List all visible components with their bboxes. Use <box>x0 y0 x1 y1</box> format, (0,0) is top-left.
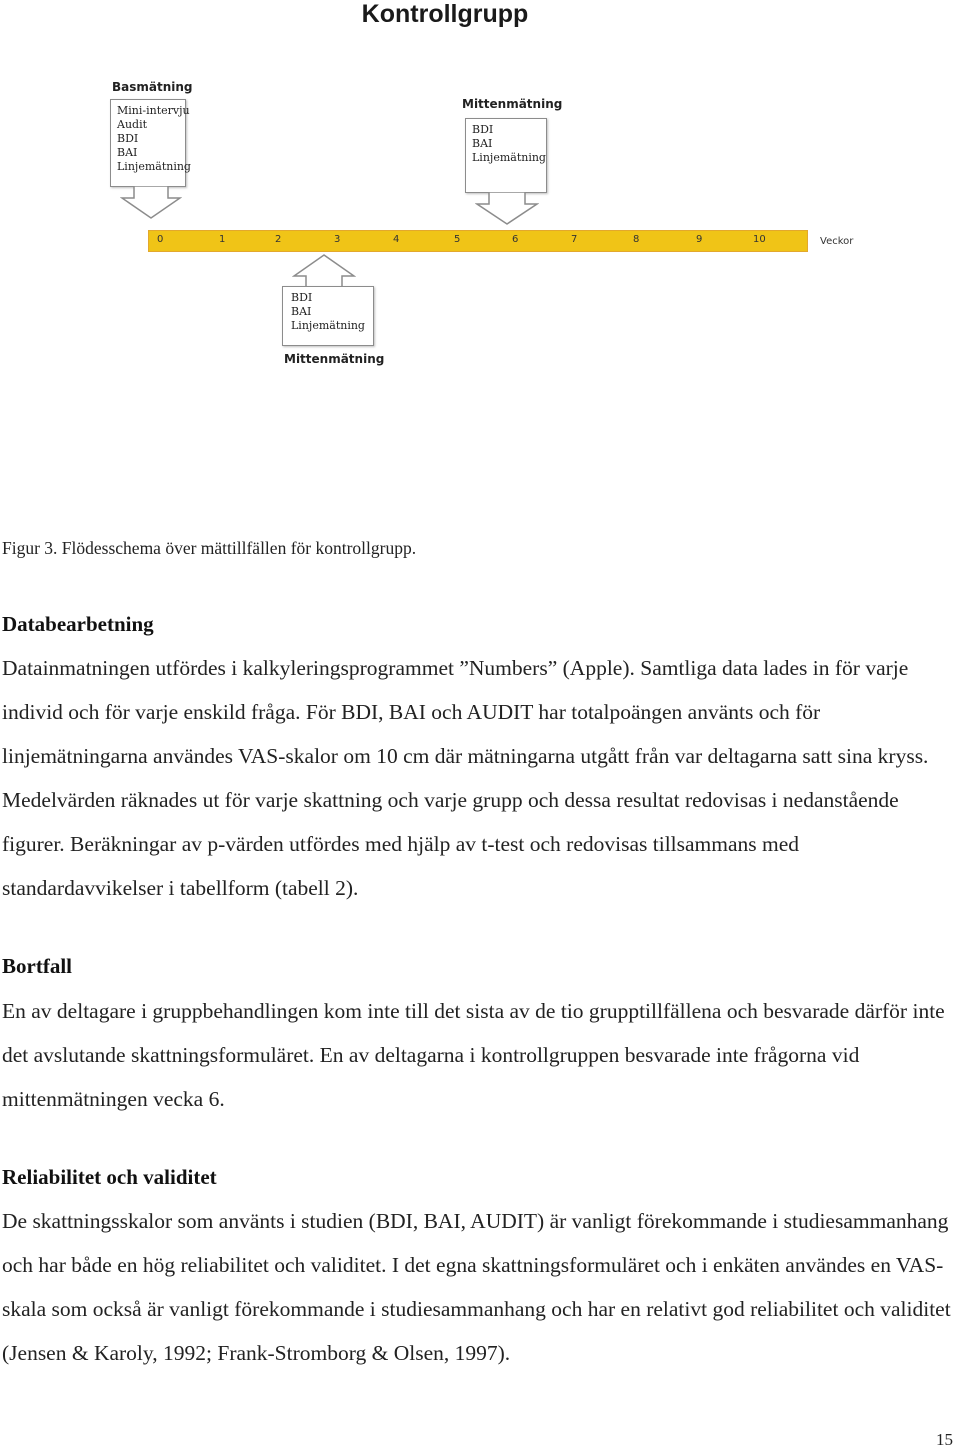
timeline-unit-label: Veckor <box>820 236 854 247</box>
midpoint-top-label: Mittenmätning <box>462 97 563 111</box>
figure-title: Kontrollgrupp <box>361 0 529 28</box>
figure-caption: Figur 3. Flödesschema över mättillfällen för kontrollgrupp. <box>2 538 417 558</box>
baseline-item: Mini-intervju <box>117 104 190 117</box>
flowchart-figure <box>0 0 960 380</box>
section-body: Datainmatningen utfördes i kalkyleringsprogrammet ”Numbers” (Apple). Samtliga data lades in för varje individ och för varje enskild fråga. För BDI, BAI och AUDIT har totalpoängen använts och för linjemätningarna användes VAS-skalor om 10 cm där mätningarna utgått från var deltagarna satt sina kryss. Medelvärden räknades ut för varje skattning och varje grupp och dessa resultat redovisas i nedanstående figurer. Beräkningar av p-värden utfördes med hjälp av t-test och redovisas tillsammans med standardavvikelser i tabellform (tabell 2). <box>2 656 929 900</box>
timeline-tick: 9 <box>696 234 703 245</box>
section-heading: Reliabilitet och validitet <box>2 1165 217 1189</box>
down-arrow-icon <box>475 192 539 226</box>
midpoint-top-item: Linjemätning <box>472 151 546 164</box>
week-timeline <box>148 230 808 252</box>
timeline-tick: 2 <box>275 234 282 245</box>
section-body: En av deltagare i gruppbehandlingen kom inte till det sista av de tio grupptillfällena och besvarade därför inte det avslutande skattningsformuläret. En av deltagarna i kontrollgruppen besvarade inte frågorna vid mittenmätningen vecka 6. <box>2 999 945 1111</box>
midpoint-bottom-label: Mittenmätning <box>284 352 385 366</box>
baseline-item: Linjemätning <box>117 160 191 173</box>
timeline-tick: 4 <box>393 234 400 245</box>
timeline-tick: 3 <box>334 234 341 245</box>
section-body: De skattningsskalor som använts i studien (BDI, BAI, AUDIT) är vanligt förekommande i studiesammanhang och har både en hög reliabilitet och validitet. I det egna skattningsformuläret och i enkäten användes en VAS-skala som också är vanligt förekommande i studiesammanhang och har en relativt god reliabilitet och validitet (Jensen & Karoly, 1992; Frank-Stromborg & Olsen, 1997). <box>2 1209 951 1365</box>
section-heading: Bortfall <box>2 954 72 978</box>
midpoint-bottom-box <box>282 286 374 346</box>
timeline-tick: 7 <box>571 234 578 245</box>
down-arrow-icon <box>120 186 182 220</box>
timeline-tick: 8 <box>633 234 640 245</box>
page-number: 15 <box>936 1430 953 1449</box>
midpoint-top-item: BDI <box>472 123 494 136</box>
baseline-box <box>110 99 191 187</box>
baseline-item: Audit <box>117 118 148 131</box>
timeline-tick: 6 <box>512 234 519 245</box>
timeline-tick: 0 <box>157 234 164 245</box>
timeline-tick: 5 <box>454 234 461 245</box>
baseline-item: BDI <box>117 132 139 145</box>
midpoint-bottom-item: BAI <box>291 305 312 318</box>
midpoint-bottom-item: BDI <box>291 291 313 304</box>
section-heading: Databearbetning <box>2 612 154 636</box>
baseline-label: Basmätning <box>112 80 193 94</box>
midpoint-top-item: BAI <box>472 137 493 150</box>
up-arrow-icon <box>292 254 356 288</box>
midpoint-bottom-item: Linjemätning <box>291 319 365 332</box>
midpoint-top-box <box>465 118 547 193</box>
timeline-tick: 1 <box>219 234 226 245</box>
timeline-tick: 10 <box>753 234 766 245</box>
baseline-item: BAI <box>117 146 138 159</box>
